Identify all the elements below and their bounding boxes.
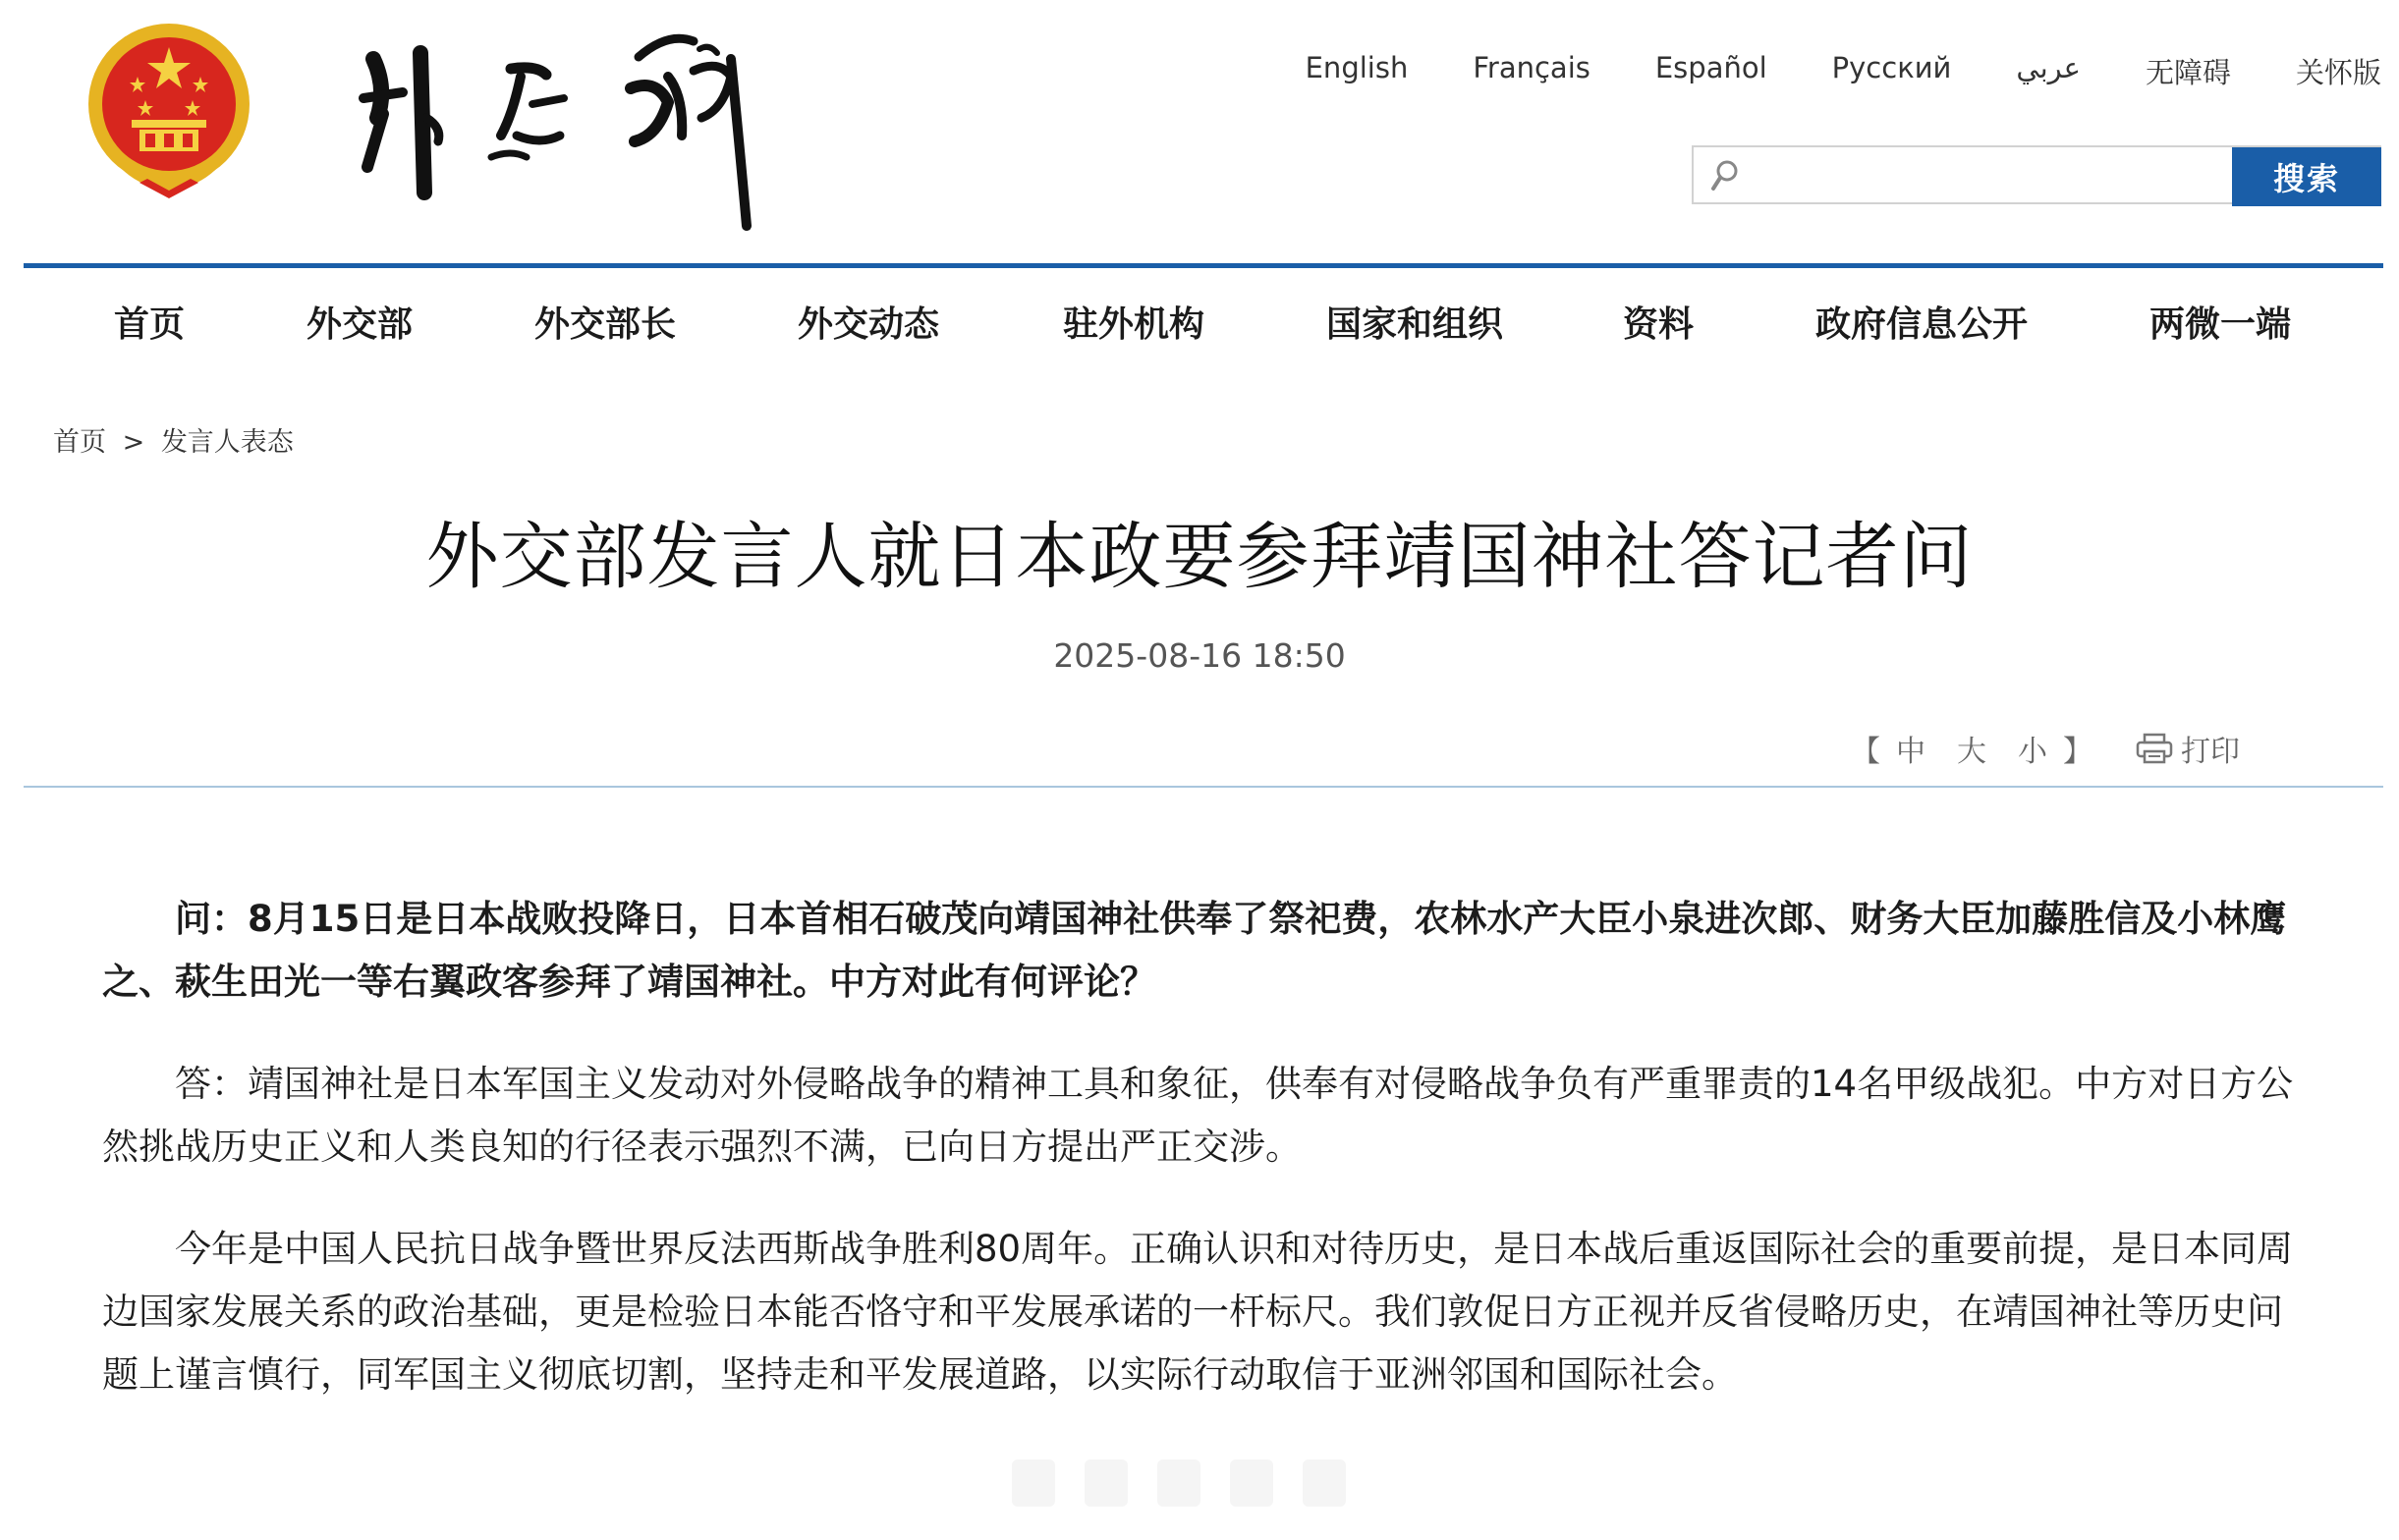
lang-link-english[interactable]: English: [1305, 51, 1409, 84]
site-header: [0, 0, 2399, 265]
article-answer: 答：靖国神社是日本军国主义发动对外侵略战争的精神工具和象征，供奉有对侵略战争负有严重罪责的14名甲级战犯。中方对日方公然挑战历史正义和人类良知的行径表示强烈不满，已向日方提出严正交涉。: [102, 1063, 2294, 1168]
breadcrumb: [53, 420, 294, 459]
content-divider: [24, 786, 2383, 788]
article-question: 问：8月15日是日本战败投降日，日本首相石破茂向靖国神社供奉了祭祀费，农林水产大臣小泉进次郎、财务大臣加藤胜信及小林鹰之、萩生田光一等右翼政客参拜了靖国神社。中方对此有何评论？: [102, 898, 2287, 1003]
nav-item-countries-organizations[interactable]: 国家和组织: [1326, 304, 1504, 345]
nav-item-resources[interactable]: 资料: [1623, 304, 1695, 345]
print-label: 打印: [2181, 735, 2240, 769]
lang-link-elderly-mode[interactable]: 关怀版: [2295, 56, 2381, 89]
nav-item-ministry[interactable]: 外交部: [307, 304, 414, 345]
search-icon: [1707, 157, 1743, 196]
lang-link-accessibility[interactable]: 无障碍: [2145, 56, 2231, 89]
language-bar: [1241, 51, 2381, 91]
nav-item-overseas-missions[interactable]: 驻外机构: [1063, 304, 1205, 345]
national-emblem-icon[interactable]: [81, 18, 257, 198]
font-size-large-button[interactable]: 大: [1957, 735, 1986, 769]
lang-link-russian[interactable]: Русский: [1831, 51, 1952, 84]
main-nav: [24, 285, 2383, 354]
nav-item-minister[interactable]: 外交部长: [534, 304, 677, 345]
font-size-medium-button[interactable]: 中: [1896, 735, 1925, 769]
breadcrumb-home[interactable]: 首页: [53, 427, 106, 458]
search-button[interactable]: 搜索: [2232, 147, 2381, 206]
article-body: 今年是中国人民抗日战争暨世界反法西斯战争胜利80周年。正确认识和对待历史，是日本战后重返国际社会的重要前提，是日本同周边国家发展关系的政治基础，更是检验日本能否恪守和平发展承诺的一杆标尺。我们敦促日方正视并反省侵略历史，在靖国神社等历史问题上谨言慎行，同军国主义彻底切割，坚持走和平发展道路，以实际行动取信于亚洲邻国和国际社会。: [102, 1228, 2294, 1396]
breadcrumb-separator: >: [122, 427, 145, 458]
print-button[interactable]: [2136, 727, 2240, 770]
article-date: 2025-08-16 18:50: [1053, 636, 1346, 675]
article-tools: [1851, 727, 2240, 770]
breadcrumb-current[interactable]: 发言人表态: [160, 427, 294, 458]
nav-item-government-info[interactable]: 政府信息公开: [1815, 304, 2029, 345]
faded-footer-fragment: [1002, 1452, 1405, 1520]
printer-icon: [2136, 733, 2173, 764]
nav-item-social-media[interactable]: 两微一端: [2149, 304, 2292, 345]
article-title: 外交部发言人就日本政要参拜靖国神社答记者问: [425, 515, 1974, 599]
nav-item-home[interactable]: 首页: [114, 304, 186, 345]
nav-item-diplomatic-news[interactable]: 外交动态: [798, 304, 940, 345]
lang-link-spanish[interactable]: Español: [1654, 51, 1767, 84]
font-size-bracket-open: 【: [1851, 735, 1880, 769]
header-divider: [24, 263, 2383, 268]
font-size-small-button[interactable]: 小: [2018, 735, 2047, 769]
ministry-calligraphy-logo[interactable]: [344, 20, 796, 246]
search-input[interactable]: [1751, 153, 2148, 198]
lang-link-arabic[interactable]: عربي: [2016, 51, 2081, 84]
font-size-bracket-close: 】: [2063, 735, 2092, 769]
lang-link-french[interactable]: Français: [1473, 51, 1590, 84]
